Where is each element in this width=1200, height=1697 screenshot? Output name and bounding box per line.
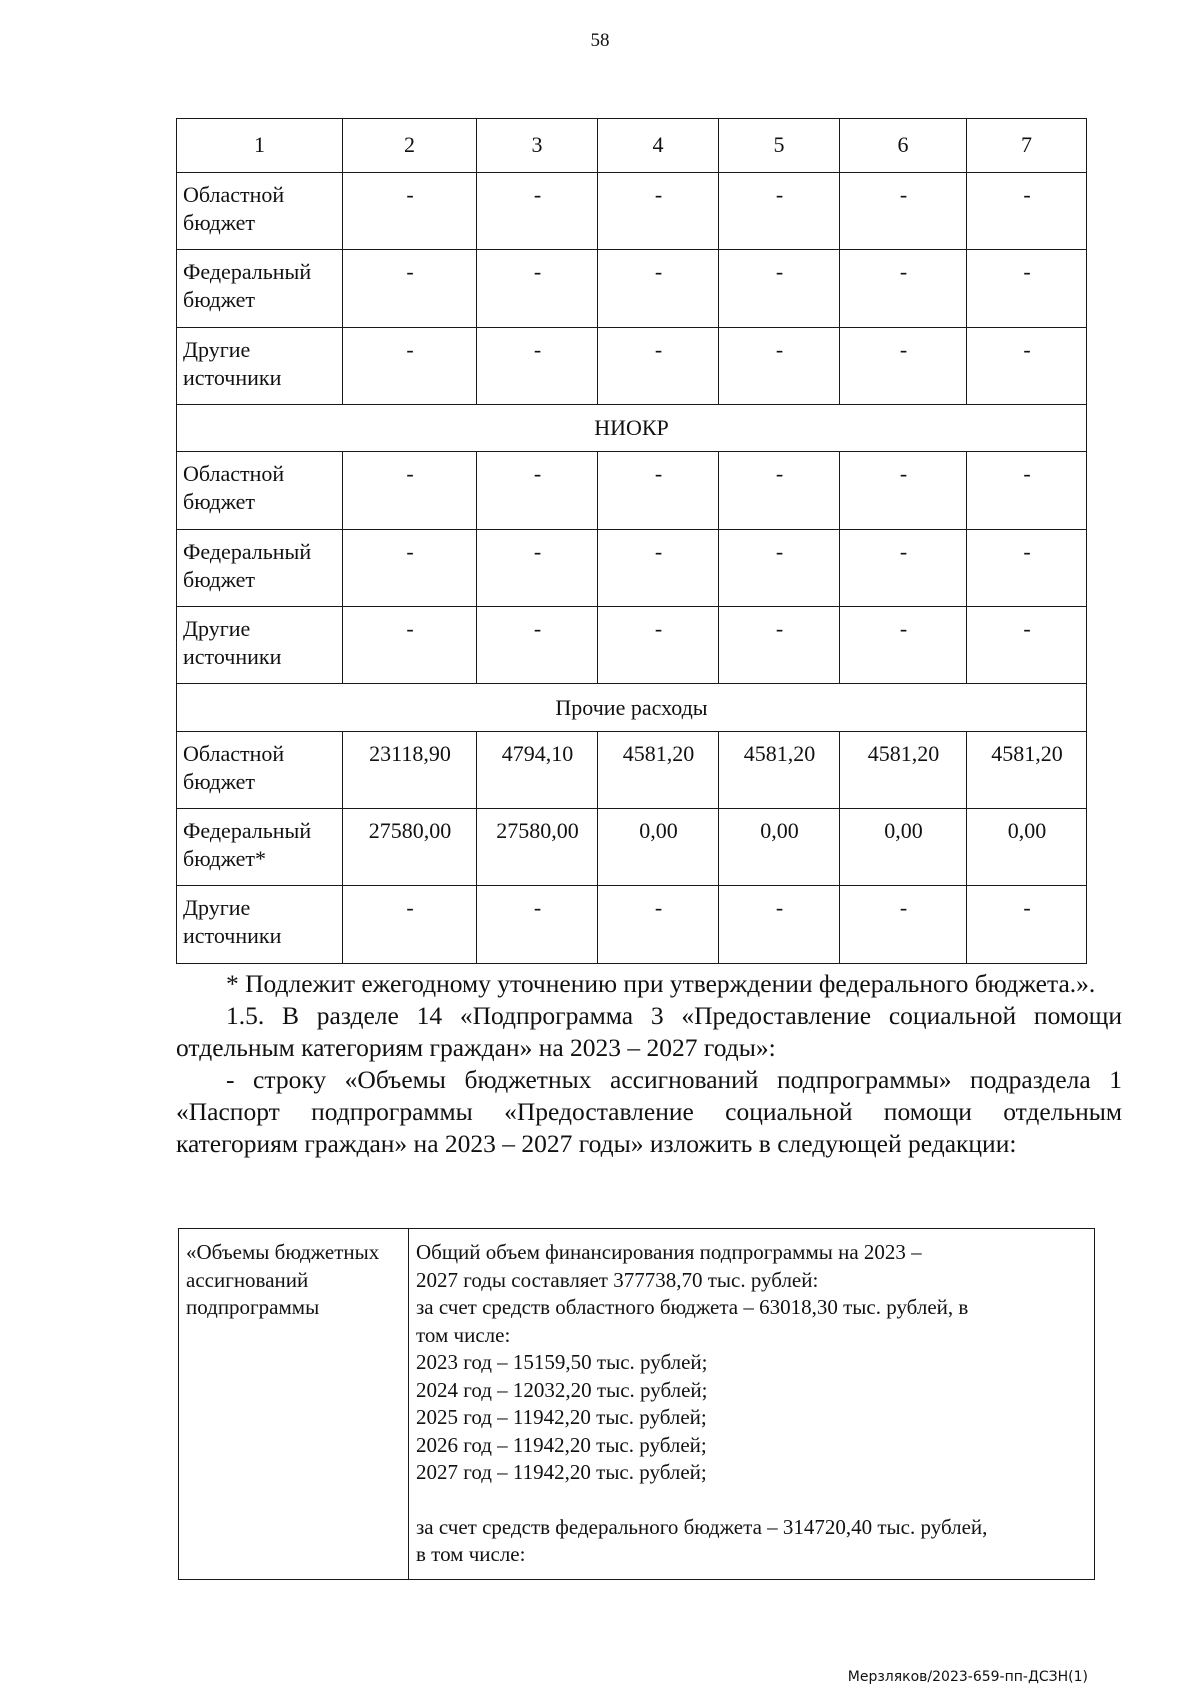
table-row bbox=[177, 529, 1087, 606]
value-cell: - bbox=[719, 172, 840, 249]
value-cell: - bbox=[343, 452, 477, 529]
value-cell: 0,00 bbox=[967, 809, 1087, 886]
budget-table bbox=[176, 118, 1087, 964]
value-cell: - bbox=[598, 250, 719, 327]
value-cell: 0,00 bbox=[840, 809, 967, 886]
value-cell: - bbox=[967, 327, 1087, 404]
value-cell: - bbox=[598, 172, 719, 249]
header-cell: 6 bbox=[840, 119, 967, 173]
value-cell: 4581,20 bbox=[840, 731, 967, 808]
value-cell: - bbox=[840, 250, 967, 327]
value-cell: - bbox=[598, 327, 719, 404]
value-cell: - bbox=[343, 327, 477, 404]
row-label: Областной бюджет bbox=[177, 452, 343, 529]
passport-line: в том числе: bbox=[416, 1542, 526, 1566]
value-cell: 27580,00 bbox=[343, 809, 477, 886]
value-cell: - bbox=[840, 172, 967, 249]
value-cell: - bbox=[967, 172, 1087, 249]
value-cell: - bbox=[598, 529, 719, 606]
passport-line: за счет средств федерального бюджета – 314720,40 тыс. рублей, bbox=[416, 1514, 988, 1539]
value-cell: - bbox=[477, 250, 598, 327]
passport-line: 2024 год – 12032,20 тыс. рублей; bbox=[416, 1377, 708, 1402]
row-label: Федеральный бюджет* bbox=[177, 809, 343, 886]
value-cell: - bbox=[719, 452, 840, 529]
table-row bbox=[177, 886, 1087, 964]
value-cell: - bbox=[719, 607, 840, 684]
section-title: НИОКР bbox=[177, 404, 1087, 451]
document-id: Мерзляков/2023-659-пп-ДСЗН(1) bbox=[847, 1669, 1088, 1685]
passport-content bbox=[409, 1229, 1095, 1580]
value-cell: 27580,00 bbox=[477, 809, 598, 886]
section-title: Прочие расходы bbox=[177, 684, 1087, 731]
body-text bbox=[176, 968, 1122, 1160]
header-cell: 1 bbox=[177, 119, 343, 173]
table-row bbox=[177, 327, 1087, 404]
value-cell: - bbox=[840, 886, 967, 964]
section-row bbox=[177, 404, 1087, 451]
value-cell: - bbox=[477, 529, 598, 606]
table-row bbox=[177, 607, 1087, 684]
value-cell: 4581,20 bbox=[598, 731, 719, 808]
passport-line: 2027 годы составляет 377738,70 тыс. рублей: bbox=[416, 1267, 819, 1292]
table-row bbox=[177, 731, 1087, 808]
table-row bbox=[177, 172, 1087, 249]
section-row bbox=[177, 684, 1087, 731]
value-cell: - bbox=[343, 172, 477, 249]
row-label: Федеральный бюджет bbox=[177, 529, 343, 606]
value-cell: - bbox=[477, 607, 598, 684]
value-cell: - bbox=[967, 452, 1087, 529]
value-cell: 23118,90 bbox=[343, 731, 477, 808]
table-header-row bbox=[177, 119, 1087, 173]
value-cell: 4794,10 bbox=[477, 731, 598, 808]
page-number: 58 bbox=[590, 30, 610, 51]
passport-line: 2023 год – 15159,50 тыс. рублей; bbox=[416, 1350, 708, 1374]
value-cell: - bbox=[598, 452, 719, 529]
value-cell: - bbox=[477, 172, 598, 249]
header-cell: 3 bbox=[477, 119, 598, 173]
header-cell: 2 bbox=[343, 119, 477, 173]
value-cell: 0,00 bbox=[719, 809, 840, 886]
value-cell: - bbox=[477, 327, 598, 404]
header-cell: 4 bbox=[598, 119, 719, 173]
passport-line: Общий объем финансирования подпрограммы на 2023 – bbox=[416, 1240, 922, 1264]
value-cell: 0,00 bbox=[598, 809, 719, 886]
value-cell: - bbox=[719, 886, 840, 964]
passport-line: за счет средств областного бюджета – 63018,30 тыс. рублей, в bbox=[416, 1295, 969, 1319]
value-cell: - bbox=[343, 607, 477, 684]
row-label: Другие источники bbox=[177, 327, 343, 404]
value-cell: 4581,20 bbox=[967, 731, 1087, 808]
passport-label: «Объемы бюджетных ассигнований подпрограммы bbox=[179, 1229, 409, 1580]
value-cell: - bbox=[967, 886, 1087, 964]
value-cell: - bbox=[477, 452, 598, 529]
row-label: Другие источники bbox=[177, 607, 343, 684]
row-label: Другие источники bbox=[177, 886, 343, 964]
value-cell: - bbox=[840, 607, 967, 684]
table-row bbox=[177, 809, 1087, 886]
passport-line: том числе: bbox=[416, 1322, 511, 1347]
header-cell: 5 bbox=[719, 119, 840, 173]
value-cell: - bbox=[343, 886, 477, 964]
value-cell: - bbox=[598, 886, 719, 964]
passport-line: 2027 год – 11942,20 тыс. рублей; bbox=[416, 1460, 707, 1484]
value-cell: - bbox=[477, 886, 598, 964]
passport-line: 2025 год – 11942,20 тыс. рублей; bbox=[416, 1405, 707, 1429]
paragraph-2: - строку «Объемы бюджетных ассигнований подпрограммы» подраздела 1 «Паспорт подпрограммы «Предоставление социальной помощи отдельным категориям граждан» на 2023 – 2027 годы» изложить в следующей редакции: bbox=[176, 1065, 1122, 1158]
value-cell: - bbox=[967, 529, 1087, 606]
row-label: Федеральный бюджет bbox=[177, 250, 343, 327]
value-cell: - bbox=[840, 327, 967, 404]
value-cell: 4581,20 bbox=[719, 731, 840, 808]
row-label: Областной бюджет bbox=[177, 172, 343, 249]
value-cell: - bbox=[343, 250, 477, 327]
value-cell: - bbox=[967, 250, 1087, 327]
value-cell: - bbox=[840, 529, 967, 606]
table-row bbox=[177, 250, 1087, 327]
passport-table bbox=[178, 1228, 1095, 1580]
header-cell: 7 bbox=[967, 119, 1087, 173]
value-cell: - bbox=[967, 607, 1087, 684]
value-cell: - bbox=[719, 250, 840, 327]
passport-row bbox=[179, 1229, 1095, 1580]
passport-line bbox=[416, 1487, 1087, 1514]
table-row bbox=[177, 452, 1087, 529]
value-cell: - bbox=[719, 327, 840, 404]
value-cell: - bbox=[719, 529, 840, 606]
footnote: * Подлежит ежегодному уточнению при утверждении федерального бюджета.». bbox=[226, 969, 1096, 998]
budget-table-body bbox=[177, 119, 1087, 964]
paragraph-1: 1.5. В разделе 14 «Подпрограмма 3 «Предоставление социальной помощи отдельным категориям граждан» на 2023 – 2027 годы»: bbox=[176, 1001, 1122, 1062]
passport-line: 2026 год – 11942,20 тыс. рублей; bbox=[416, 1432, 707, 1457]
value-cell: - bbox=[598, 607, 719, 684]
row-label: Областной бюджет bbox=[177, 731, 343, 808]
value-cell: - bbox=[343, 529, 477, 606]
value-cell: - bbox=[840, 452, 967, 529]
